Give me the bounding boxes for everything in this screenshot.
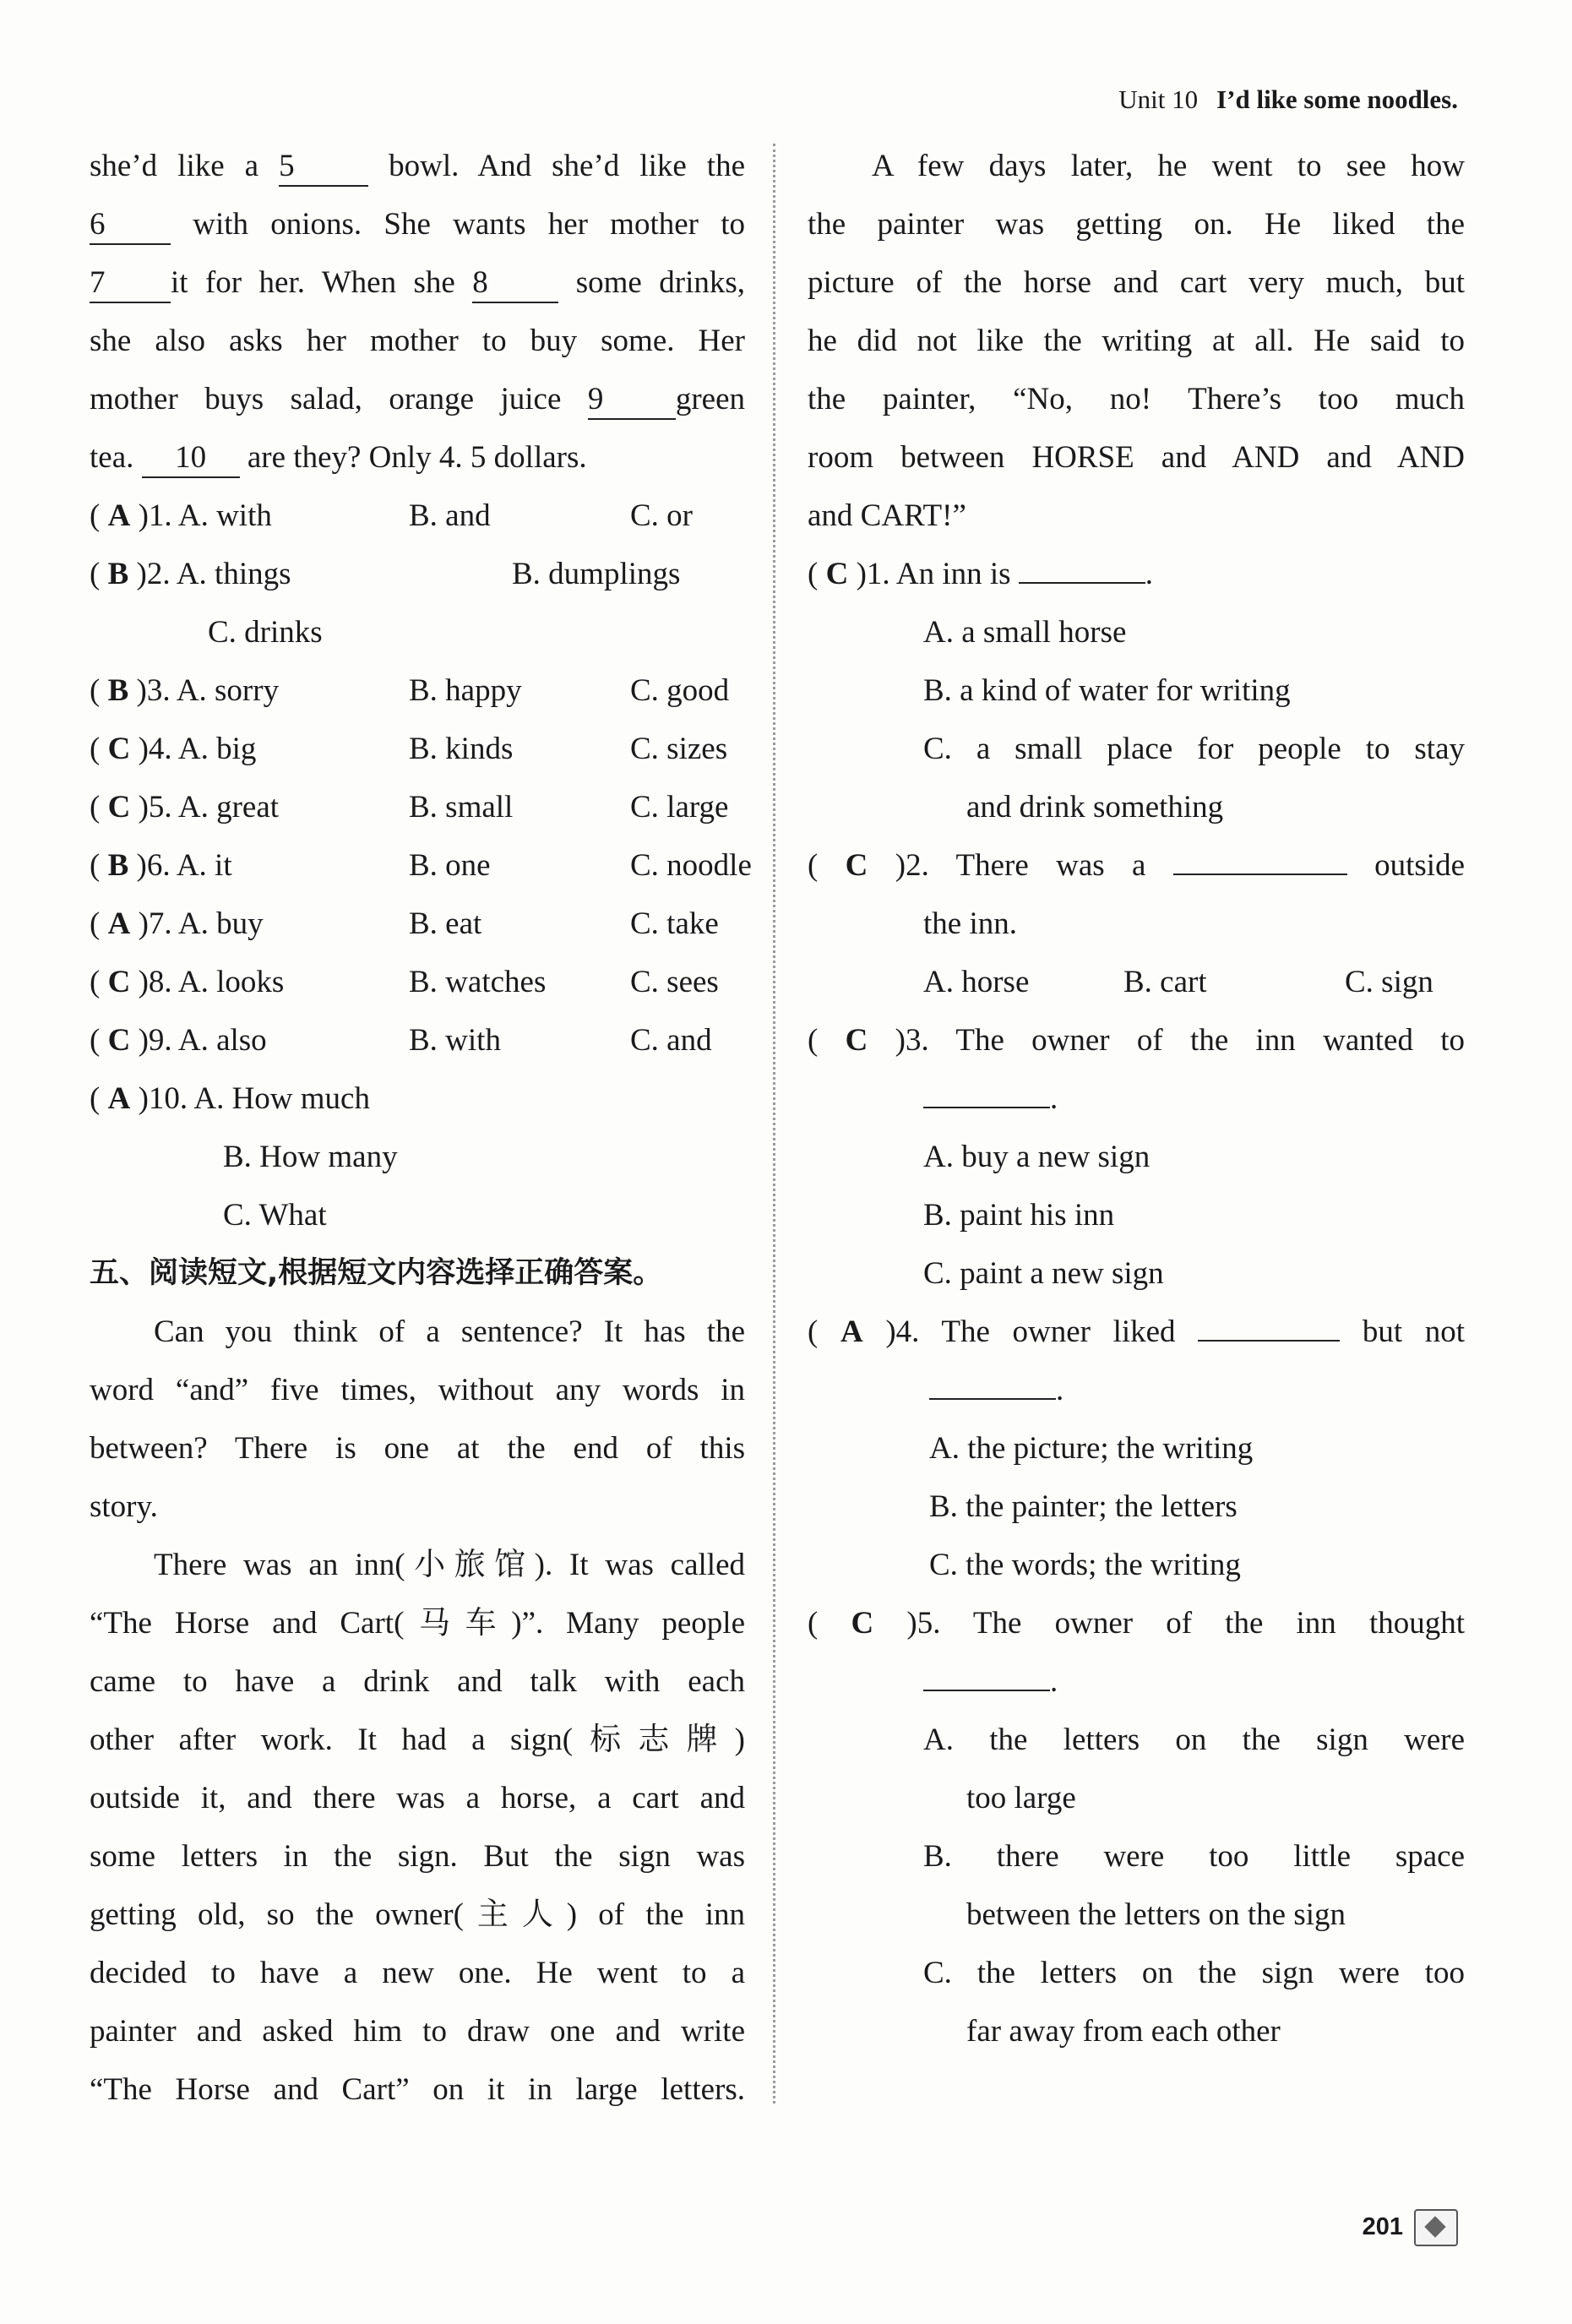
- answer-blank: [923, 1107, 1050, 1108]
- answer-blank-line: .: [808, 1069, 1465, 1128]
- blank-7: 7: [90, 264, 171, 303]
- answer-blank: [923, 1690, 1050, 1691]
- blank-9: 9: [588, 381, 676, 420]
- blank-6: 6: [90, 206, 171, 245]
- answer: C: [825, 557, 849, 591]
- cloze-question-10-c: C. What: [223, 1198, 327, 1233]
- cloze-line-5: mother buys salad, orange juice 9 green: [90, 370, 745, 428]
- cloze-question-9: ( C )9. A. also B. with C. and: [90, 1023, 712, 1058]
- option-a: A. a small horse: [923, 615, 1127, 650]
- blank-10: 10: [142, 439, 240, 478]
- option-c: C. the letters on the sign were too: [923, 1956, 1465, 1990]
- passage-line: other after work. It had a sign(标志牌): [90, 1723, 745, 1757]
- cloze-question-10-b: B. How many: [223, 1140, 398, 1174]
- cloze-question-3: ( B )3. A. sorry B. happy C. good: [90, 673, 730, 708]
- stem-cont: the inn.: [923, 906, 1017, 941]
- passage-line: “The Horse and Cart” on it in large letters.: [90, 2072, 745, 2107]
- reading-question-5: ( C )5. The owner of the inn thought: [808, 1606, 1466, 1641]
- column-divider: [773, 144, 775, 2104]
- option-c-cont: and drink something: [966, 790, 1224, 825]
- answer: C: [845, 1023, 868, 1058]
- cloze-question-1: ( A )1. A. with B. and C. or: [90, 498, 693, 533]
- option-c-cont: far away from each other: [966, 2014, 1281, 2049]
- reading-question-1: ( C )1. An inn is .: [808, 557, 1154, 591]
- left-column: [90, 137, 752, 2119]
- reading-question-3: ( C )3. The owner of the inn wanted to: [808, 1023, 1466, 1058]
- option-b: B. a kind of water for writing: [923, 673, 1291, 708]
- cloze-question-2-c: C. drinks: [208, 615, 323, 650]
- passage-line: outside it, and there was a horse, a cart and: [90, 1781, 745, 1815]
- answer-blank: [929, 1398, 1056, 1400]
- option-c: C. the words; the writing: [929, 1548, 1241, 1582]
- passage-line: decided to have a new one. He went to a: [90, 1956, 745, 1990]
- cloze-question-6: ( B )6. A. it B. one C. noodle: [90, 848, 752, 883]
- option-b: B. paint his inn: [923, 1198, 1115, 1233]
- answer: B: [107, 673, 129, 708]
- right-column: [808, 137, 1465, 2060]
- passage-line: came to have a drink and talk with each: [90, 1664, 745, 1699]
- reading-question-2: ( C )2. There was a outside: [808, 848, 1465, 883]
- answer-blank-line: .: [808, 1361, 1465, 1419]
- passage-line: “The Horse and Cart(马车)”. Many people: [90, 1606, 745, 1641]
- cloze-question-5: ( C )5. A. great B. small C. large: [90, 790, 729, 825]
- unit-title: I’d like some noodles.: [1216, 84, 1458, 114]
- diamond-icon: [1414, 2209, 1458, 2246]
- passage-line: he did not like the writing at all. He said to: [808, 324, 1465, 358]
- reading-question-4: ( A )4. The owner liked but not: [808, 1314, 1465, 1349]
- answer: A: [107, 1081, 131, 1116]
- answer-blank: [1019, 582, 1145, 584]
- option-a: A. buy a new sign: [923, 1140, 1150, 1174]
- answer: A: [107, 498, 131, 533]
- cloze-line-2: 6 with onions. She wants her mother to: [90, 195, 745, 253]
- cloze-question-10: ( A )10. A. How much: [90, 1081, 370, 1116]
- passage-line: room between HORSE and AND and AND: [808, 440, 1465, 475]
- option-c: C. paint a new sign: [923, 1256, 1164, 1291]
- answer: C: [107, 790, 131, 825]
- passage-line: some letters in the sign. But the sign was: [90, 1839, 745, 1874]
- options-row: A. horse B. cart C. sign: [923, 965, 1433, 999]
- cloze-line-6: tea. 10 are they? Only 4. 5 dollars.: [90, 428, 745, 487]
- passage-line: the painter was getting on. He liked the: [808, 207, 1465, 242]
- cloze-question-4: ( C )4. A. big B. kinds C. sizes: [90, 732, 728, 766]
- answer: A: [107, 906, 131, 941]
- cloze-question-7: ( A )7. A. buy B. eat C. take: [90, 906, 719, 941]
- section-title: 五、阅读短文,根据短文内容选择正确答案。: [90, 1256, 663, 1290]
- passage-line: word “and” five times, without any words in: [90, 1373, 745, 1407]
- passage-line: picture of the horse and cart very much, but: [808, 265, 1465, 300]
- cloze-question-8: ( C )8. A. looks B. watches C. sees: [90, 965, 719, 999]
- answer: A: [840, 1314, 863, 1349]
- option-b: B. there were too little space: [923, 1839, 1465, 1874]
- cloze-question-2: ( B )2. A. things B. dumplings: [90, 557, 681, 591]
- passage-line: between? There is one at the end of this: [90, 1431, 745, 1466]
- page-number: 201: [1362, 2213, 1403, 2240]
- option-b: B. the painter; the letters: [929, 1489, 1237, 1524]
- passage-line: There was an inn(小旅馆). It was called: [154, 1548, 745, 1582]
- answer-blank: [1173, 874, 1347, 875]
- answer-blank: [1198, 1340, 1340, 1342]
- cloze-line-3: 7 it for her. When she 8 some drinks,: [90, 253, 745, 312]
- answer: C: [107, 732, 131, 766]
- cloze-line-4: she also asks her mother to buy some. Her: [90, 324, 745, 358]
- passage-line: the painter, “No, no! There’s too much: [808, 382, 1465, 416]
- unit-header: [1118, 84, 1458, 115]
- cloze-line-1: she’d like a 5 bowl. And she’d like the: [90, 137, 745, 195]
- option-a: A. the picture; the writing: [929, 1431, 1254, 1466]
- passage-line: Can you think of a sentence? It has the: [154, 1314, 745, 1349]
- option-a-cont: too large: [966, 1781, 1076, 1815]
- passage-line: getting old, so the owner(主人) of the inn: [90, 1897, 745, 1932]
- answer: C: [845, 848, 868, 883]
- passage-line: story.: [90, 1489, 158, 1524]
- answer: C: [851, 1606, 874, 1641]
- answer: B: [107, 557, 129, 591]
- option-b-cont: between the letters on the sign: [966, 1897, 1346, 1932]
- answer: C: [107, 1023, 131, 1058]
- answer: C: [107, 965, 131, 999]
- answer-blank-line: .: [808, 1652, 1465, 1711]
- passage-line: painter and asked him to draw one and write: [90, 2014, 745, 2049]
- option-c: C. a small place for people to stay: [923, 732, 1465, 766]
- passage-line: A few days later, he went to see how: [872, 149, 1465, 183]
- passage-line: and CART!”: [808, 498, 966, 533]
- blank-8: 8: [472, 264, 558, 303]
- answer: B: [107, 848, 129, 883]
- unit-number: Unit 10: [1118, 84, 1199, 114]
- blank-5: 5: [279, 148, 368, 187]
- option-a: A. the letters on the sign were: [923, 1723, 1465, 1757]
